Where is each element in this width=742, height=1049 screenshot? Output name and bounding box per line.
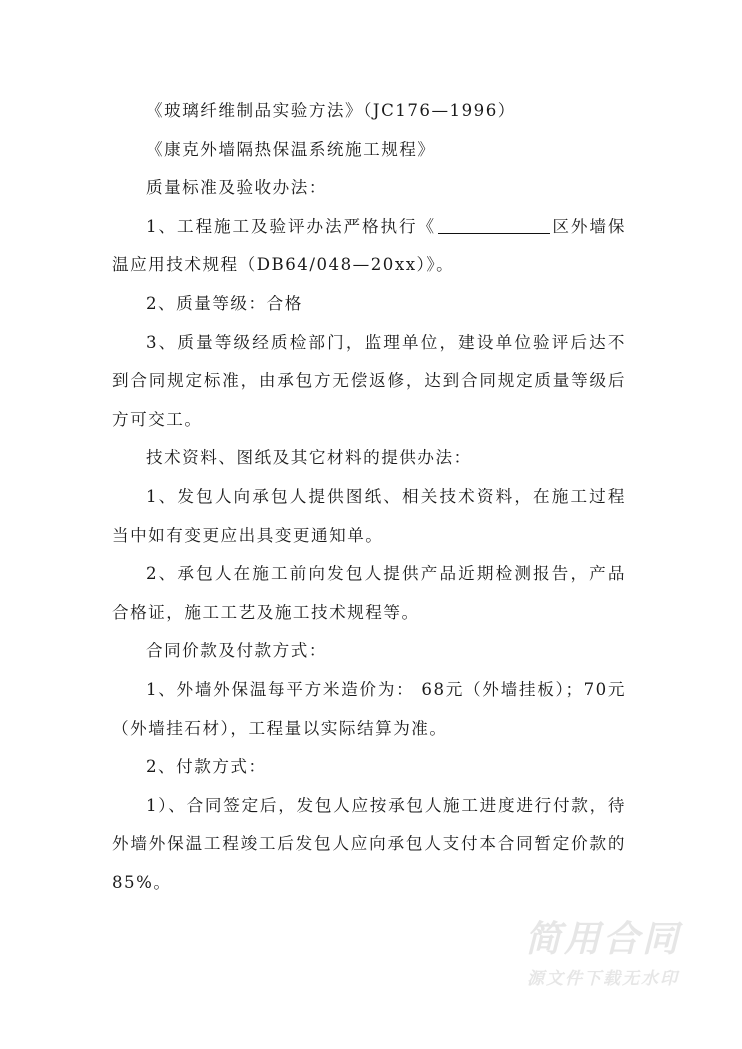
quality-item-2: 2、质量等级：合格 [146, 293, 303, 313]
reference-standard-insulation: 《康克外墙隔热保温系统施工规程》 [146, 139, 436, 159]
quality-item-1-lead: 1、工程施工及验评办法严格执行《 [146, 216, 436, 236]
section-heading-payment: 合同价款及付款方式： [146, 641, 327, 661]
payment-item-2: 2、付款方式： [146, 757, 267, 777]
reference-standard-glass-fiber: 《玻璃纤维制品实验方法》（JC176—1996） [146, 101, 516, 120]
payment-subitem-1: 1）、合同签定后，发包人应按承包人施工进度进行付款，待外墙外保温工程竣工后发包人应向承包人支付本合同暂定价款的85%。 [112, 795, 626, 892]
quality-item-1-tail: 区外墙保温应用技术规程（DB64/048—20xx）》。 [112, 216, 627, 275]
tech-docs-item-1: 1、发包人向承包人提供图纸、相关技术资料，在施工过程当中如有变更应出具变更通知单。 [112, 486, 626, 545]
watermark-brand: 简用合同 [524, 919, 681, 960]
quality-item-1 [112, 208, 626, 285]
document-page [112, 92, 626, 902]
fill-in-blank[interactable] [438, 216, 550, 234]
watermark-tagline: 源文件下载无水印 [527, 969, 679, 989]
tech-docs-item-2: 2、承包人在施工前向发包人提供产品近期检测报告，产品合格证，施工工艺及施工技术规程等。 [112, 564, 626, 622]
watermark [508, 918, 698, 992]
section-heading-tech-docs: 技术资料、图纸及其它材料的提供办法： [146, 448, 472, 468]
payment-item-1: 1、外墙外保温每平方米造价为： 68元（外墙挂板）；70元（外墙挂石材），工程量以实际结算为准。 [112, 679, 626, 738]
section-heading-quality: 质量标准及验收办法： [146, 178, 327, 198]
quality-item-3: 3、质量等级经质检部门，监理单位，建设单位验评后达不到合同规定标准，由承包方无偿返修，达到合同规定质量等级后方可交工。 [112, 332, 626, 429]
